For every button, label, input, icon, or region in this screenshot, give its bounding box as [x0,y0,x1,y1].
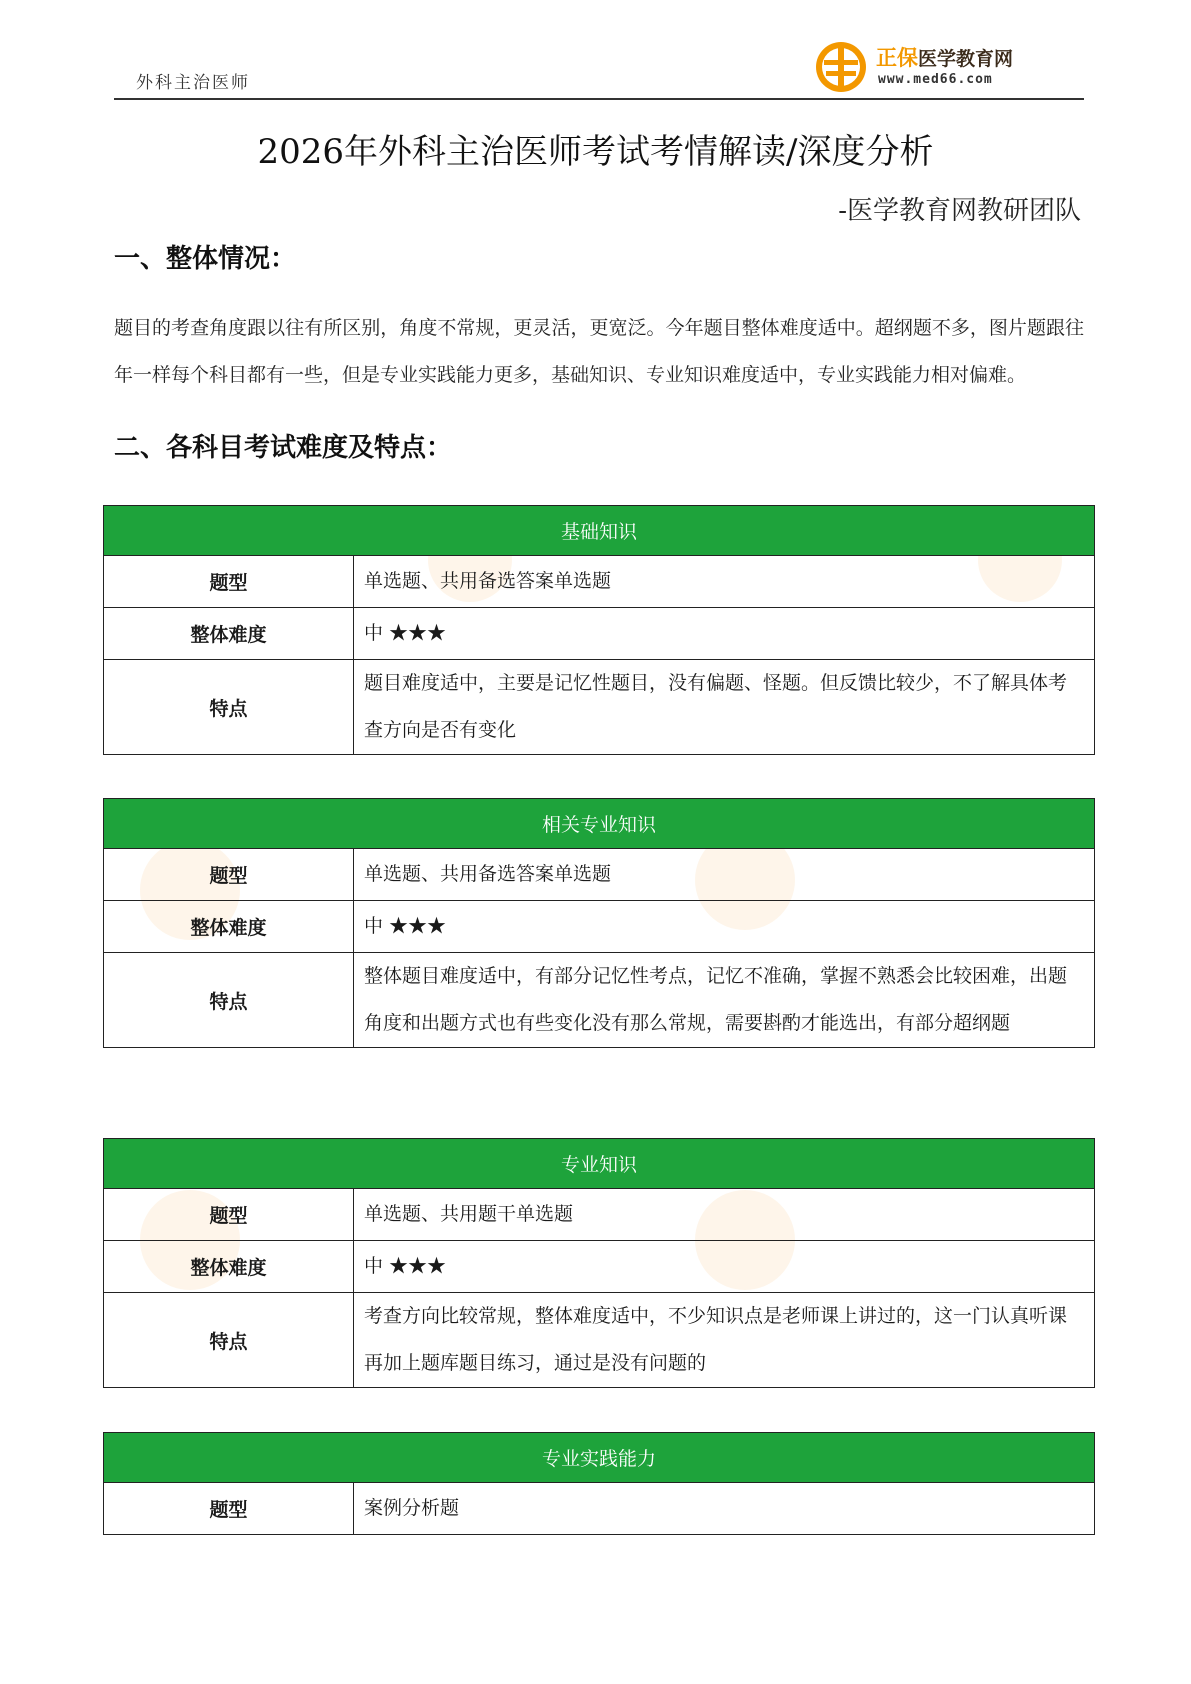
page-header [114,46,1084,100]
header-subject: 外科主治医师 [136,73,250,93]
table-title: 专业知识 [104,1139,1095,1189]
table-row [104,608,1095,660]
table-title: 相关专业知识 [104,799,1095,849]
row-label: 题型 [104,1189,354,1241]
subject-table [103,798,1095,1048]
row-value: 整体题目难度适中，有部分记忆性考点，记忆不准确，掌握不熟悉会比较困难，出题角度和出题方式也有些变化没有那么常规，需要斟酌才能选出，有部分超纲题 [354,953,1095,1048]
table-row [104,1241,1095,1293]
document-title: 2026年外科主治医师考试考情解读/深度分析 [257,132,934,172]
subject-table [103,1432,1095,1535]
subject-table [103,1138,1095,1388]
row-label: 特点 [104,660,354,755]
logo-name: 正保医学教育网 [876,46,1014,70]
row-label: 题型 [104,556,354,608]
row-value: 案例分析题 [354,1483,1095,1535]
row-value: 考查方向比较常规，整体难度适中，不少知识点是老师课上讲过的，这一门认真听课再加上题库题目练习，通过是没有问题的 [354,1293,1095,1388]
logo-mark-icon [814,40,868,94]
table-row [104,1189,1095,1241]
row-value: 单选题、共用备选答案单选题 [354,849,1095,901]
table-row [104,1483,1095,1535]
overview-paragraph: 题目的考查角度跟以往有所区别，角度不常规，更灵活，更宽泛。今年题目整体难度适中。超纲题不多，图片题跟往年一样每个科目都有一些，但是专业实践能力更多，基础知识、专业知识难度适中，专业实践能力相对偏难。 [114,317,1084,386]
table-row [104,953,1095,1048]
logo-url: www.med66.com [878,72,993,87]
subject-table [103,505,1095,755]
row-label: 整体难度 [104,1241,354,1293]
row-value: 中 ★★★ [354,901,1095,953]
table-row [104,901,1095,953]
table-row [104,1293,1095,1388]
byline: -医学教育网教研团队 [838,196,1081,226]
row-value: 单选题、共用备选答案单选题 [354,556,1095,608]
row-value: 单选题、共用题干单选题 [354,1189,1095,1241]
table-row [104,660,1095,755]
row-label: 题型 [104,849,354,901]
row-value: 中 ★★★ [354,1241,1095,1293]
row-label: 整体难度 [104,608,354,660]
section-heading-overview: 一、整体情况： [114,244,297,274]
table-row [104,556,1095,608]
table-row [104,849,1095,901]
table-title: 专业实践能力 [104,1433,1095,1483]
row-value: 中 ★★★ [354,608,1095,660]
section-heading-subjects: 二、各科目考试难度及特点： [114,433,453,463]
row-label: 特点 [104,953,354,1048]
row-label: 特点 [104,1293,354,1388]
logo [814,36,1044,96]
row-label: 整体难度 [104,901,354,953]
table-title: 基础知识 [104,506,1095,556]
row-label: 题型 [104,1483,354,1535]
row-value: 题目难度适中，主要是记忆性题目，没有偏题、怪题。但反馈比较少，不了解具体考查方向是否有变化 [354,660,1095,755]
